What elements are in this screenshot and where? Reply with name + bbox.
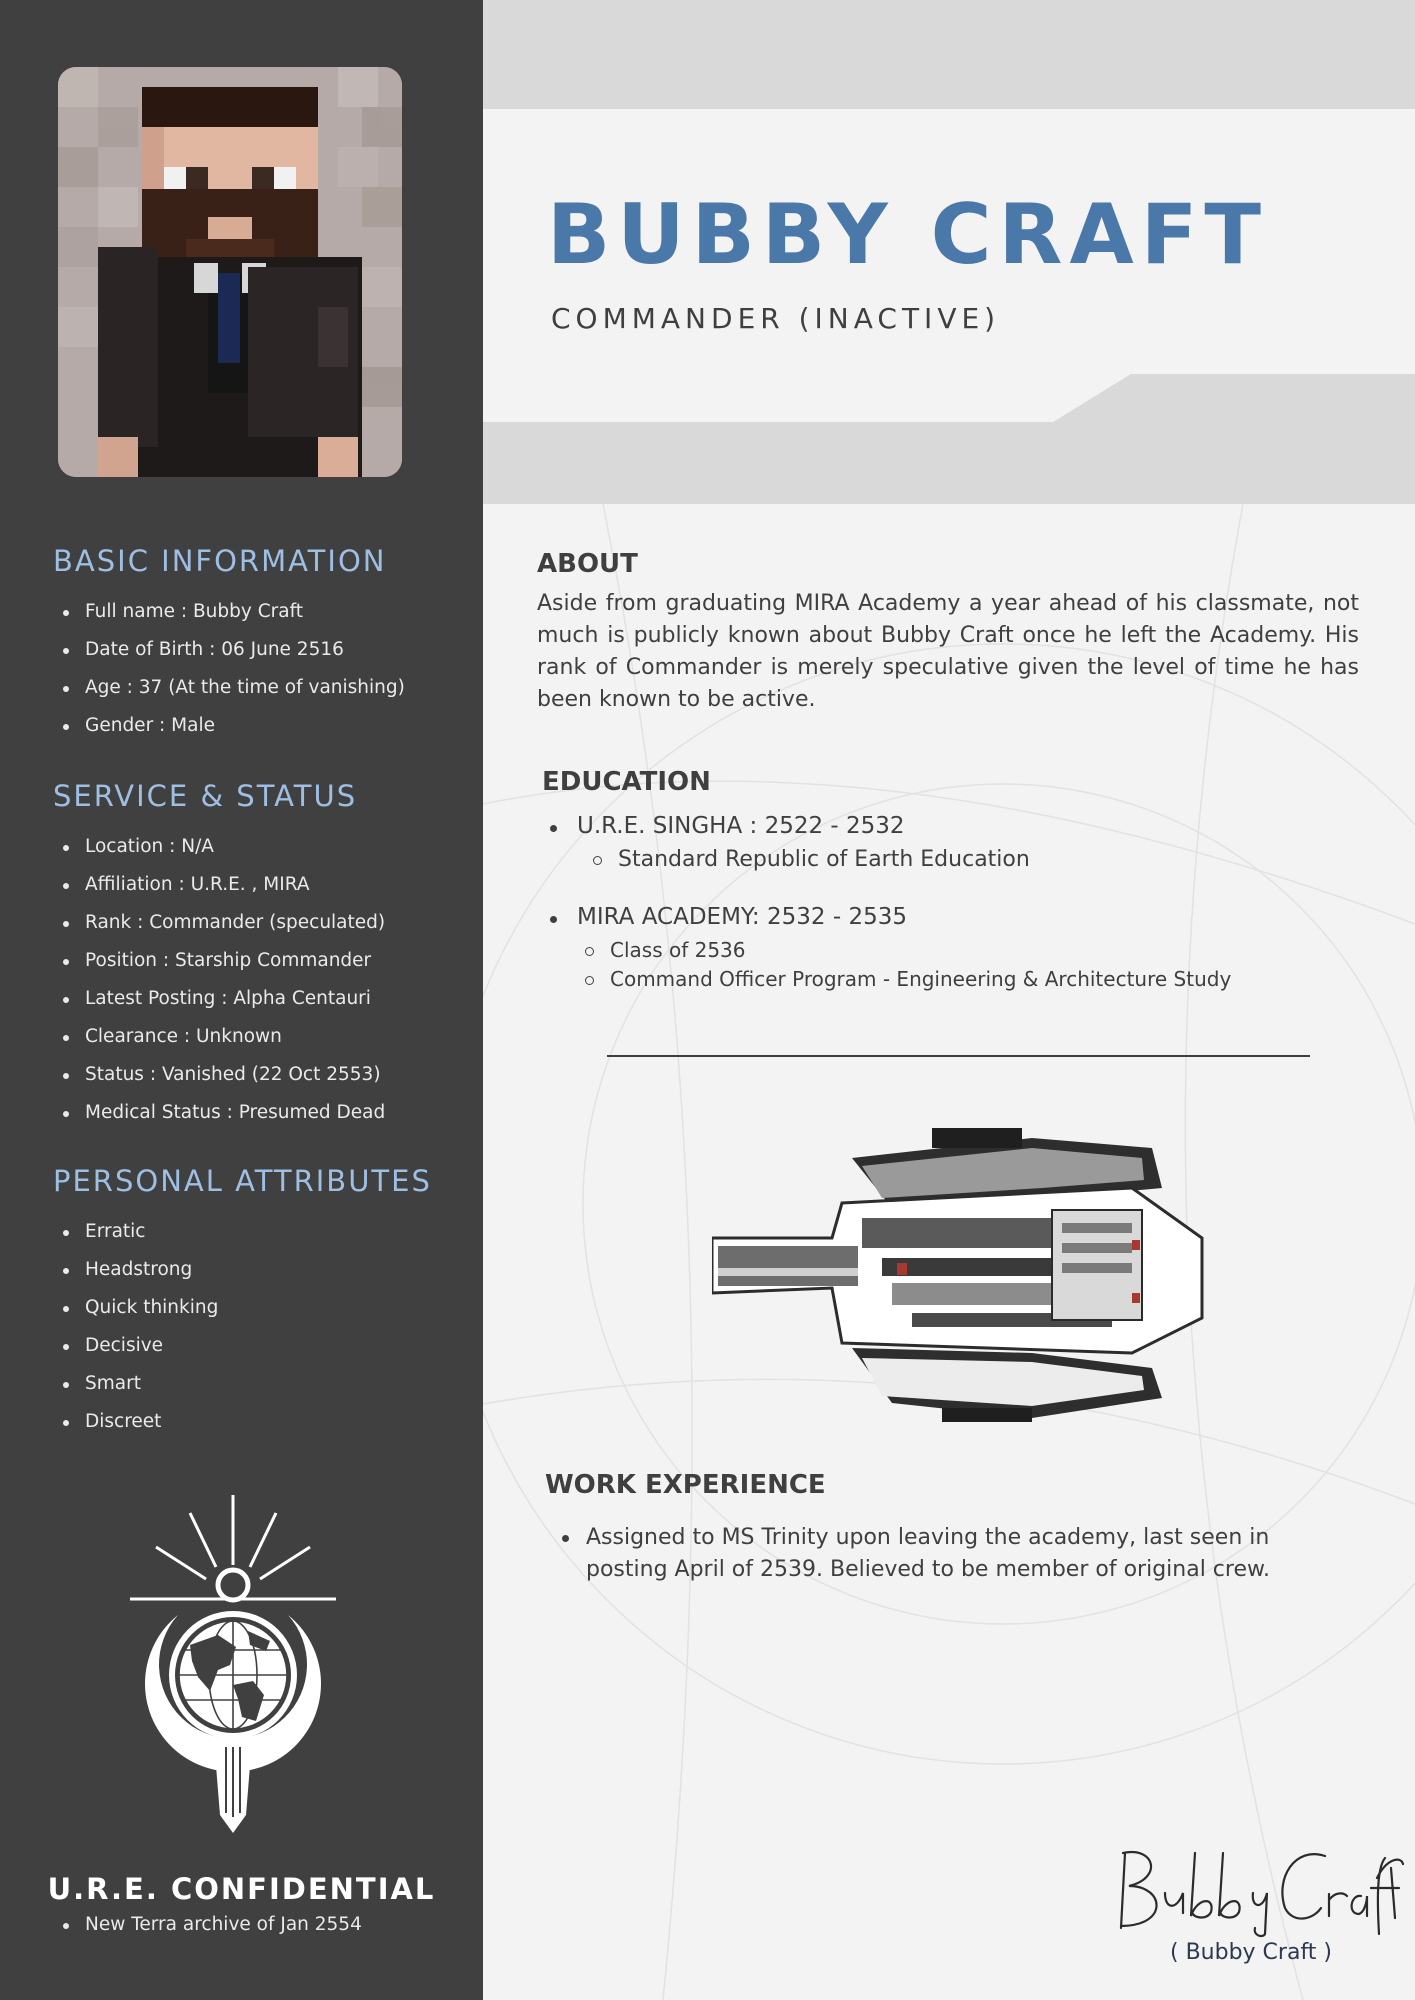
header-band-top xyxy=(483,0,1415,109)
confidential-label: U.R.E. CONFIDENTIAL xyxy=(47,1872,436,1906)
ure-emblem-icon xyxy=(118,1495,348,1835)
header-band-bottom xyxy=(483,374,1415,504)
list-item: Smart xyxy=(60,1370,218,1408)
basic-information-heading: BASIC INFORMATION xyxy=(53,544,387,578)
education-school: MIRA ACADEMY: 2532 - 2535 xyxy=(577,904,907,930)
archive-list xyxy=(60,1911,362,1949)
work-experience-heading: WORK EXPERIENCE xyxy=(545,1470,826,1500)
list-item: Latest Posting : Alpha Centauri xyxy=(60,985,385,1023)
starship-image xyxy=(712,1118,1212,1428)
work-experience-item: Assigned to MS Trinity upon leaving the academy, last seen in posting April of 2539. Believed to be member of original crew. xyxy=(586,1522,1346,1586)
service-status-list xyxy=(60,833,385,1137)
sidebar xyxy=(0,0,483,2000)
list-item: Medical Status : Presumed Dead xyxy=(60,1099,385,1137)
personal-attributes-list xyxy=(60,1218,218,1446)
list-item: Position : Starship Commander xyxy=(60,947,385,985)
list-item: Affiliation : U.R.E. , MIRA xyxy=(60,871,385,909)
list-item: Full name : Bubby Craft xyxy=(60,598,405,636)
profile-portrait xyxy=(58,67,402,477)
list-item: Date of Birth : 06 June 2516 xyxy=(60,636,405,674)
list-item: Headstrong xyxy=(60,1256,218,1294)
education-detail: Command Officer Program - Engineering & Architecture Study xyxy=(610,967,1232,991)
education-detail: Class of 2536 xyxy=(610,938,746,962)
signature-image xyxy=(1115,1838,1405,1938)
header-band-shape xyxy=(483,374,1415,504)
list-item: Age : 37 (At the time of vanishing) xyxy=(60,674,405,712)
about-heading: ABOUT xyxy=(537,549,638,579)
list-item: Discreet xyxy=(60,1408,218,1446)
section-divider xyxy=(607,1055,1310,1057)
list-item: Quick thinking xyxy=(60,1294,218,1332)
list-item: Status : Vanished (22 Oct 2553) xyxy=(60,1061,385,1099)
education-heading: EDUCATION xyxy=(542,767,711,797)
archive-note: New Terra archive of Jan 2554 xyxy=(60,1911,362,1949)
list-item: Erratic xyxy=(60,1218,218,1256)
profile-title: COMMANDER (INACTIVE) xyxy=(551,302,1001,335)
list-item: Location : N/A xyxy=(60,833,385,871)
list-item: Gender : Male xyxy=(60,712,405,750)
basic-information-list xyxy=(60,598,405,750)
about-text: Aside from graduating MIRA Academy a year ahead of his classmate, not much is publicly known about Bubby Craft once he left the Academy. His rank of Commander is merely speculative given the level of time he has been known to be active. xyxy=(537,591,1359,712)
list-item: Clearance : Unknown xyxy=(60,1023,385,1061)
education-school: U.R.E. SINGHA : 2522 - 2532 xyxy=(577,813,905,839)
profile-name: BUBBY CRAFT xyxy=(547,186,1269,283)
list-item: Rank : Commander (speculated) xyxy=(60,909,385,947)
service-status-heading: SERVICE & STATUS xyxy=(53,779,358,813)
signature-printed-name: ( Bubby Craft ) xyxy=(1170,1940,1333,1965)
education-detail: Standard Republic of Earth Education xyxy=(618,847,1030,872)
list-item: Decisive xyxy=(60,1332,218,1370)
pixel-avatar-image xyxy=(58,67,402,477)
personal-attributes-heading: PERSONAL ATTRIBUTES xyxy=(53,1164,432,1198)
